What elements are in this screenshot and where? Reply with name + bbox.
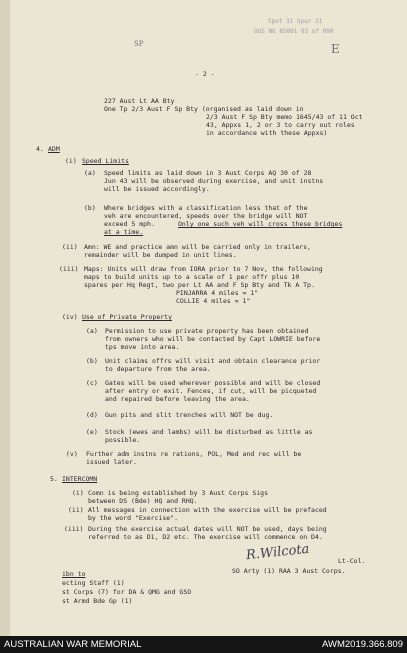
stamp-top-right-2: OGS NO 85001 03 of 090 (254, 28, 334, 35)
archive-footer-bar (0, 636, 407, 653)
intercomn-i-line-1: Comn is being established by 3 Aust Corps Sigs (88, 489, 269, 497)
speed-b-underlined-2: at a time. (104, 228, 144, 236)
pp-b-label: (b) (86, 357, 98, 365)
pp-d-line-1: Gun pits and slit trenches will NOT be dug. (105, 411, 274, 419)
footer-accession-number: AWM2019.366.809 (322, 639, 403, 650)
speed-a-line-1: Speed limits as laid down in 3 Aust Corps AQ 30 of 28 (104, 169, 312, 177)
further-line-2: issued later. (86, 458, 137, 466)
pp-e-label: (e) (86, 428, 98, 436)
further-num: (v) (66, 450, 78, 458)
speed-a-line-2: Jun 43 will be observed during exercise, and unit instns (104, 177, 324, 185)
intercomn-iii-line-1: During the exercise actual dates will NOT be used, days being (88, 525, 327, 533)
private-property-num: (iv) (62, 313, 78, 321)
private-property-title: Use of Private Property (82, 313, 173, 321)
unit-line-5: in accordance with these Appxs) (206, 129, 328, 137)
pp-e-line-1: Stock (ewes and lambs) will be disturbed as little as (105, 428, 313, 436)
amn-num: (ii) (62, 243, 78, 251)
pp-b-line-2: to departure from the area. (105, 365, 211, 373)
pp-a-line-1: Permission to use private property has been obtained (105, 327, 309, 335)
intercomn-i-num: (i) (72, 489, 84, 497)
intercomn-i-line-2: between DS (Bde) HQ and RHQ. (88, 497, 198, 505)
pp-e-line-2: possible. (105, 436, 141, 444)
distribution-line-1: ecting Staff (1) (62, 579, 125, 587)
intercomn-ii-line-2: by the word "Exercise". (88, 514, 179, 522)
pp-c-line-1: Gates will be used wherever possible and will be closed (105, 379, 321, 387)
handwritten-mark-sp: SP (134, 40, 144, 48)
distribution-heading: ibn to (62, 570, 86, 578)
pp-a-line-3: tps move into area. (105, 343, 180, 351)
speed-limits-title: Speed Limits (82, 157, 129, 165)
intercomn-ii-num: (ii) (68, 506, 84, 514)
signature-rank: Lt-Col. (338, 557, 366, 565)
stamp-top-right-1: Spot 31 Spur 31 (268, 18, 323, 25)
amn-line-1: Amn: WE and practice amn will be carried only in trailers, (84, 243, 311, 251)
speed-b-line-3: exceed 5 mph. (104, 220, 155, 228)
unit-line-1: 227 Aust Lt AA Bty (104, 97, 175, 105)
pp-d-label: (d) (86, 411, 98, 419)
pp-a-label: (a) (86, 327, 98, 335)
maps-line-1: Maps: Units will draw from IORA prior to 7 Nov, the following (84, 265, 323, 273)
section-5-number: 5. (50, 475, 58, 483)
speed-b-line-1: Where bridges with a classification less that of the (104, 204, 308, 212)
maps-line-2: maps to build units up to a scale of 1 per offr plus 10 (84, 273, 300, 281)
maps-num: (iii) (59, 265, 79, 273)
footer-institution: AUSTRALIAN WAR MEMORIAL (4, 639, 142, 650)
distribution-line-3: st Armd Bde Gp (1) (62, 597, 133, 605)
further-line-1: Further adm instns re rations, POL, Med and rec will be (86, 450, 302, 458)
signature-appointment: SO Arty (1) RAA 3 Aust Corps. (232, 567, 346, 575)
page-number: - 2 - (195, 70, 215, 78)
speed-b-line-2: veh are encountered, speeds over the bridge will NOT (104, 212, 308, 220)
unit-line-2: One Tp 2/3 Aust F Sp Bty (organised as laid down in (104, 105, 304, 113)
pp-c-line-2: after entry or exit. Fences, if cut, will be picqueted (105, 387, 317, 395)
unit-line-4: 43, Appxs 1, 2 or 3 to carry out roles (206, 121, 355, 129)
signature: R.Wilcota (245, 541, 311, 564)
intercomn-ii-line-1: All messages in connection with the exercise will be prefaced (88, 506, 327, 514)
section-4-title: ADM (48, 145, 60, 153)
amn-line-2: remainder will be dumped in unit lines. (84, 251, 237, 259)
speed-a-label: (a) (84, 169, 96, 177)
unit-line-3: 2/3 Aust F Sp Bty memo 1645/43 of 11 Oct (206, 113, 363, 121)
section-4-number: 4. (36, 145, 44, 153)
map-pinjarra: PINJARRA 4 miles = 1" (176, 289, 259, 297)
maps-line-3: spares per Hq Regt, two per Lt AA and F Sp Bty and Tk A Tp. (84, 281, 315, 289)
speed-b-label: (b) (84, 204, 96, 212)
speed-b-underlined-1: Only one such veh will cross these bridges (178, 220, 343, 228)
pp-a-line-2: from owners who will be contacted by Capt LOWRIE before (105, 335, 321, 343)
speed-limits-num: (i) (65, 157, 77, 165)
intercomn-iii-line-2: referred to as D1, D2 etc. The exercise will commence on D4. (88, 533, 323, 541)
map-collie: COLLIE 4 miles = 1" (176, 297, 251, 305)
pp-c-line-3: and repaired before leaving the area. (105, 395, 250, 403)
distribution-line-2: st Corps (7) for DA & QMG and GSO (62, 588, 192, 596)
handwritten-mark-e: E (331, 42, 340, 56)
pp-c-label: (c) (86, 379, 98, 387)
pp-b-line-1: Unit claims offrs will visit and obtain clearance prior (105, 357, 321, 365)
intercomn-iii-num: (iii) (64, 525, 84, 533)
section-5-title: INTERCOMN (62, 475, 98, 483)
speed-a-line-3: will be issued accordingly. (104, 185, 210, 193)
